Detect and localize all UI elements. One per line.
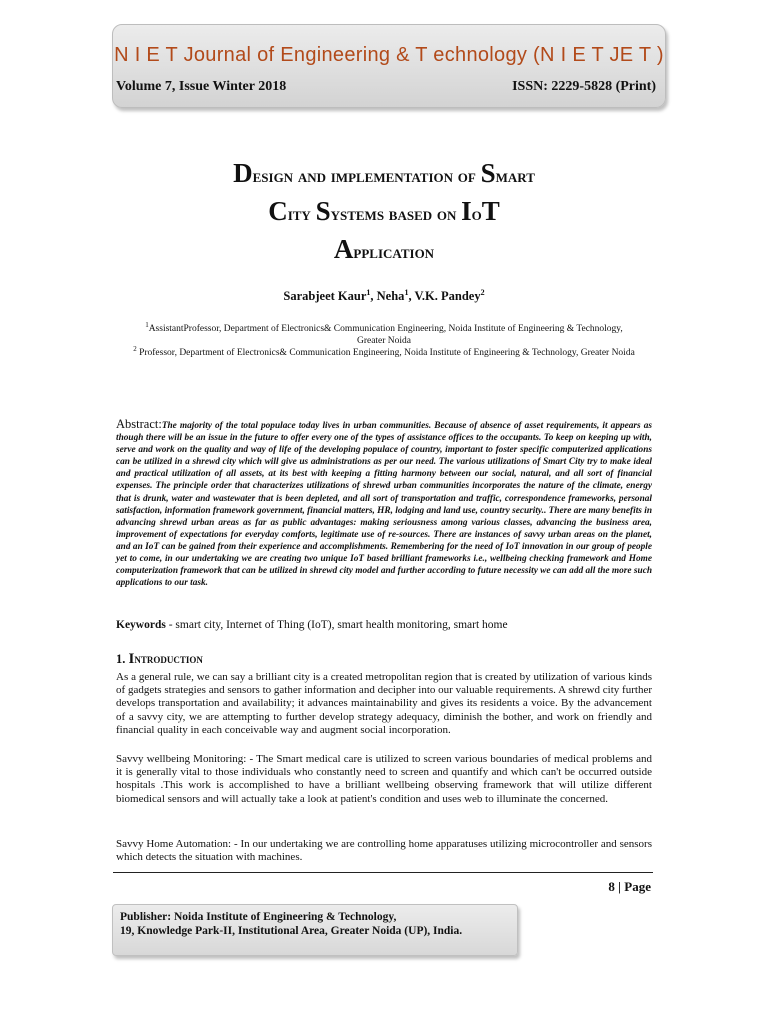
intro-paragraph-2: Savvy wellbeing Monitoring: - The Smart medical care is utilized to screen various boundaries of medical problems and it is generally vital to those individuals who constantly need to screen and quantify and which can't be occurred outside hospitals .This work is accomplished to have a brilliant wellbeing observing framework that will utilize different biomedical sensors and will actually take a look at patient's condition and uses web to illuminate the concerned.: [116, 753, 652, 805]
title-line-3: [60, 232, 708, 270]
abstract-label: Abstract:: [116, 417, 162, 431]
keywords-label: Keywords: [116, 619, 166, 631]
title-text: ity: [287, 204, 316, 225]
author-separator: ,: [370, 289, 377, 304]
intro-paragraph-3: Savvy Home Automation: - In our undertaking we are controlling home apparatuses utilizing microcontroller and sensors which detects the situation with machines.: [116, 838, 652, 864]
section-heading-text: ntroduction: [134, 652, 203, 666]
affiliation-text: AssistantProfessor, Department of Electronics& Communication Engineering, Noida Institute of Engineering & Technology, Greater Noida: [148, 324, 623, 347]
title-cap: D: [233, 158, 253, 188]
title-cap: S: [480, 158, 496, 188]
abstract: [116, 418, 652, 589]
abstract-text: The majority of the total populace today lives in urban communities. Because of absence of asset requirements, it appears as though there will be an issue in the future to offer every one of the types of assistance offices to the occupants. To keep on keeping up with, serve and work on the quality and way of life of the developing populace of country, important to foster specific computerized applications can be utilized in a shrewd city which will give us administrations as per our need. The various utilizations of Smart City try to make ideal and practical utilization of all assets, at its best with keeping a fitting harmony between our social, natural, and all sort of financial expenses. The principle order that characterizes utilizations of shrewd urban communities incorporates the nature of the climate, energy that is drunk, water and wastewater that is been depleted, and all sort of transportation and traffic, correspondence frameworks, personal satisfaction, information framework government, financial matters, HR, lodging and land use, country security.. There are many benefits in advancing shrewd urban areas as far as public advantages: making seriousness among various classes, advancing the business area, improvement of expectations for everyday comforts, legitimate use of re-sources. There are instances of savvy urban areas on the planet, and an IoT can be gained from their experience and accomplishments. Remembering for the need of IoT innovation in our group of people yet to come, in our undertaking we are creating two unique IoT based brilliant frameworks i.e., wellbeing checking framework and Home computerization framework that can be utilized in shrewd city model and further according to future necessity we can add all the more such applications to our task.: [116, 421, 652, 589]
author-separator: ,: [408, 289, 415, 304]
title-text: ystems based on: [330, 204, 462, 225]
author-affiliation-mark: 1: [404, 288, 409, 297]
title-line-1: [60, 156, 708, 194]
intro-paragraph-1: As a general rule, we can say a brilliant city is a created metropolitan region that is created by utilization of various kinds of gadgets strategies and sensors to gather information and decipher into our valuable requirements. A shrewd city further develops transportation and availability; it advances maintainability and gives its residents a voice. By the advancement of a savvy city, we are attempting to further develop strategy adequacy, diminish the bother, and work on friendly and financial quality in each conceivable way and augment social incorporation.: [116, 671, 652, 736]
publisher-line-1: Publisher: Noida Institute of Engineering & Technology,: [120, 911, 397, 923]
journal-title: N I E T Journal of Engineering & T echnology (N I E T JE T ): [114, 44, 664, 66]
section-number: 1.: [116, 652, 129, 666]
title-text: esign and implementation of: [252, 166, 481, 187]
keywords: [116, 619, 656, 631]
author-list: [60, 288, 708, 304]
journal-header-banner: [112, 24, 666, 108]
title-line-2: [60, 194, 708, 232]
publisher-line-2: 19, Knowledge Park-II, Institutional Area, Greater Noida (UP), India.: [120, 925, 463, 937]
publisher-box: [112, 904, 518, 956]
affiliation-text: Professor, Department of Electronics& Communication Engineering, Noida Institute of Engineering & Technology, Greater Noida: [136, 348, 635, 359]
keywords-text: - smart city, Internet of Thing (IoT), smart health monitoring, smart home: [165, 619, 508, 631]
title-cap: A: [333, 234, 354, 264]
page-number: 8 | Page: [608, 879, 651, 894]
author-name: V.K. Pandey: [414, 289, 481, 304]
title-cap: I: [461, 196, 472, 226]
author-affiliation-mark: 1: [366, 288, 371, 297]
section-heading-cap: I: [128, 651, 135, 667]
title-cap: T: [481, 196, 500, 226]
author-affiliation-mark: 2: [480, 288, 485, 297]
title-text: o: [471, 204, 482, 225]
author-name: Sarabjeet Kaur: [283, 289, 367, 304]
title-text: pplication: [353, 242, 435, 263]
title-text: mart: [495, 166, 535, 187]
issn: ISSN: 2229-5828 (Print): [512, 79, 656, 94]
footer-divider: [113, 872, 653, 873]
affiliation-mark: 2: [133, 345, 137, 353]
affiliation-2: [130, 343, 638, 359]
title-cap: S: [315, 196, 331, 226]
paper-title: [60, 156, 708, 270]
section-heading-introduction: [116, 651, 203, 668]
affiliation-mark: 1: [145, 321, 149, 329]
author-name: Neha: [376, 289, 405, 304]
volume-issue: Volume 7, Issue Winter 2018: [116, 79, 287, 94]
title-cap: C: [268, 196, 288, 226]
